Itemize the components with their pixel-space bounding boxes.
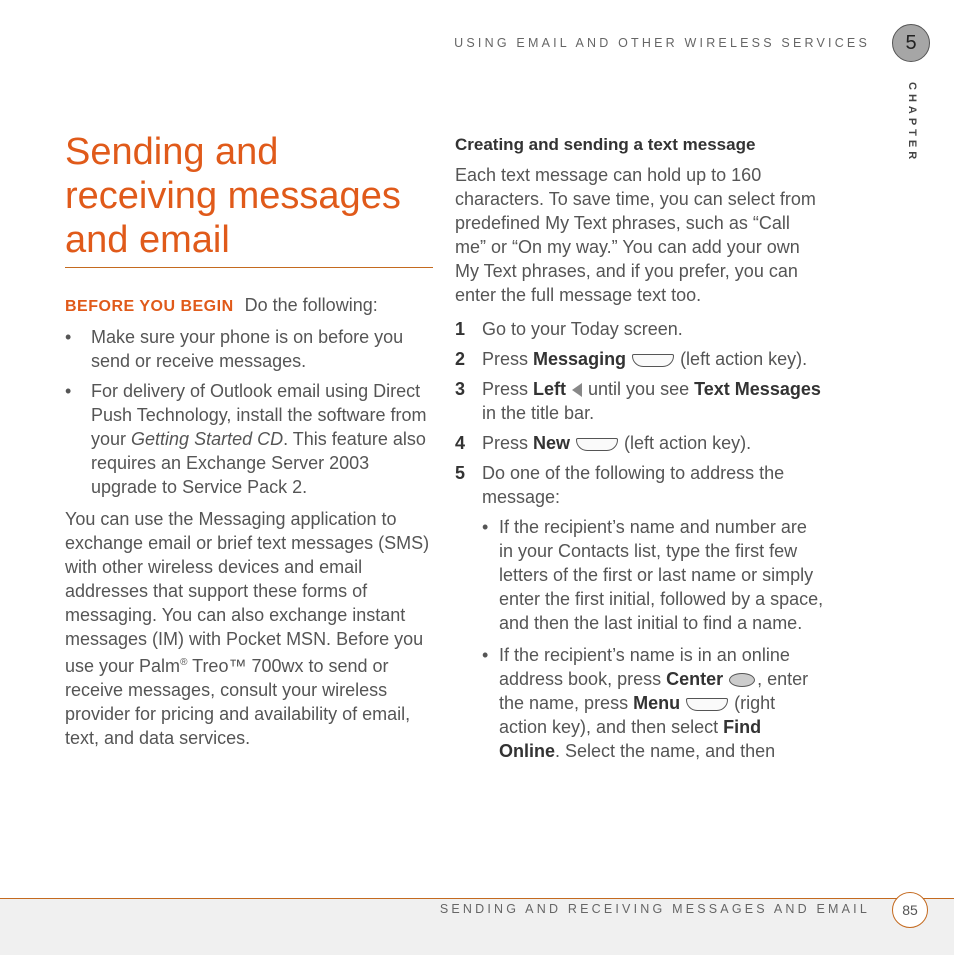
left-arrow-icon bbox=[572, 383, 582, 397]
running-header: USING EMAIL AND OTHER WIRELESS SERVICES bbox=[454, 36, 870, 50]
right-column bbox=[455, 133, 825, 771]
bullet-text: For delivery of Outlook email using Direct Push Technology, install the software from your bbox=[91, 381, 427, 449]
step-number: 3 bbox=[455, 379, 466, 399]
before-you-begin-text: Do the following: bbox=[244, 295, 378, 315]
step-text: until you see bbox=[588, 379, 690, 399]
before-you-begin bbox=[65, 293, 433, 319]
page-number: 85 bbox=[892, 892, 928, 928]
step-number: 4 bbox=[455, 433, 466, 453]
steps-list bbox=[455, 317, 825, 763]
list-item bbox=[482, 515, 825, 635]
step-keyword: Text Messages bbox=[694, 379, 821, 399]
step-text: Press bbox=[482, 433, 529, 453]
step-keyword: Menu bbox=[633, 693, 681, 713]
title-rule bbox=[65, 267, 433, 268]
list-item bbox=[65, 325, 433, 373]
step-text: Press bbox=[482, 349, 529, 369]
step-keyword: Left bbox=[533, 379, 567, 399]
before-you-begin-label: BEFORE YOU BEGIN bbox=[65, 298, 234, 315]
para-text: You can use the Messaging application to exchange email or brief text messages (SMS) with other wireless devices and email addresses that support these forms of messaging. You can also exchange instant messages (IM) with Pocket MSN. Before you use your Palm bbox=[65, 509, 430, 676]
running-footer: SENDING AND RECEIVING MESSAGES AND EMAIL bbox=[439, 902, 870, 916]
step-keyword: Find Online bbox=[499, 717, 762, 761]
bullet-text: (right action key), and then select bbox=[499, 693, 776, 737]
bullet: • bbox=[65, 381, 72, 401]
step-item bbox=[455, 317, 825, 341]
step-keyword: Messaging bbox=[533, 349, 627, 369]
bullet-text: If the recipient’s name is in an online address book, press bbox=[499, 645, 790, 689]
bullet-text: , enter the name, press bbox=[499, 669, 809, 713]
step-text: in the title bar. bbox=[482, 403, 595, 423]
title-line: and email bbox=[65, 219, 230, 261]
step-text: (left action key). bbox=[624, 433, 752, 453]
section-heading: Creating and sending a text message bbox=[455, 135, 756, 154]
step-text: Go to your Today screen. bbox=[482, 319, 683, 339]
bullet-text: If the recipient’s name and number are in your Contacts list, type the first few letters of the first or last name or simply enter the first initial, followed by a space, and then the last initial to find a name. bbox=[499, 517, 824, 633]
step-item bbox=[455, 347, 825, 371]
bullet: • bbox=[482, 645, 489, 665]
bullet: • bbox=[65, 327, 72, 347]
section-intro: Each text message can hold up to 160 characters. To save time, you can select from predefined My Text phrases, such as “Call me” or “On my way.” You can add your own My Text phrases, and if you prefer, you can enter the full message text too. bbox=[455, 165, 816, 305]
cd-title: Getting Started CD bbox=[131, 429, 284, 449]
title-line: Sending and bbox=[65, 131, 279, 173]
step-keyword: Center bbox=[666, 669, 724, 689]
step-number: 5 bbox=[455, 463, 466, 483]
left-action-key-icon bbox=[632, 354, 674, 367]
center-button-icon bbox=[729, 673, 755, 687]
step-keyword: New bbox=[533, 433, 571, 453]
left-column bbox=[65, 293, 433, 750]
bullet: • bbox=[482, 517, 489, 537]
step-number: 2 bbox=[455, 349, 466, 369]
right-action-key-icon bbox=[686, 698, 728, 711]
chapter-label: CHAPTER bbox=[906, 82, 918, 164]
intro-paragraph bbox=[65, 507, 433, 750]
list-item bbox=[482, 643, 825, 763]
list-item bbox=[65, 379, 433, 499]
step-text: Do one of the following to address the message: bbox=[482, 463, 785, 507]
left-action-key-icon bbox=[576, 438, 618, 451]
step-item bbox=[455, 431, 825, 455]
para-text: Treo™ 700wx to send or receive messages, consult your wireless provider for pricing and availability of email, text, and data services. bbox=[65, 656, 411, 748]
step-item bbox=[455, 377, 825, 425]
title-line: receiving messages bbox=[65, 175, 401, 217]
address-options-list bbox=[482, 515, 825, 763]
bullet-text: Make sure your phone is on before you send or receive messages. bbox=[91, 327, 404, 371]
prerequisite-list bbox=[65, 325, 433, 499]
bullet-text: . This feature also requires an Exchange Server 2003 upgrade to Service Pack 2. bbox=[91, 429, 426, 497]
chapter-number-badge: 5 bbox=[892, 24, 930, 62]
step-item bbox=[455, 461, 825, 763]
step-text: Press bbox=[482, 379, 529, 399]
registered-mark: ® bbox=[180, 657, 188, 668]
step-text: (left action key). bbox=[680, 349, 808, 369]
page-title bbox=[65, 130, 435, 262]
step-number: 1 bbox=[455, 319, 466, 339]
bullet-text: . Select the name, and then bbox=[555, 741, 776, 761]
